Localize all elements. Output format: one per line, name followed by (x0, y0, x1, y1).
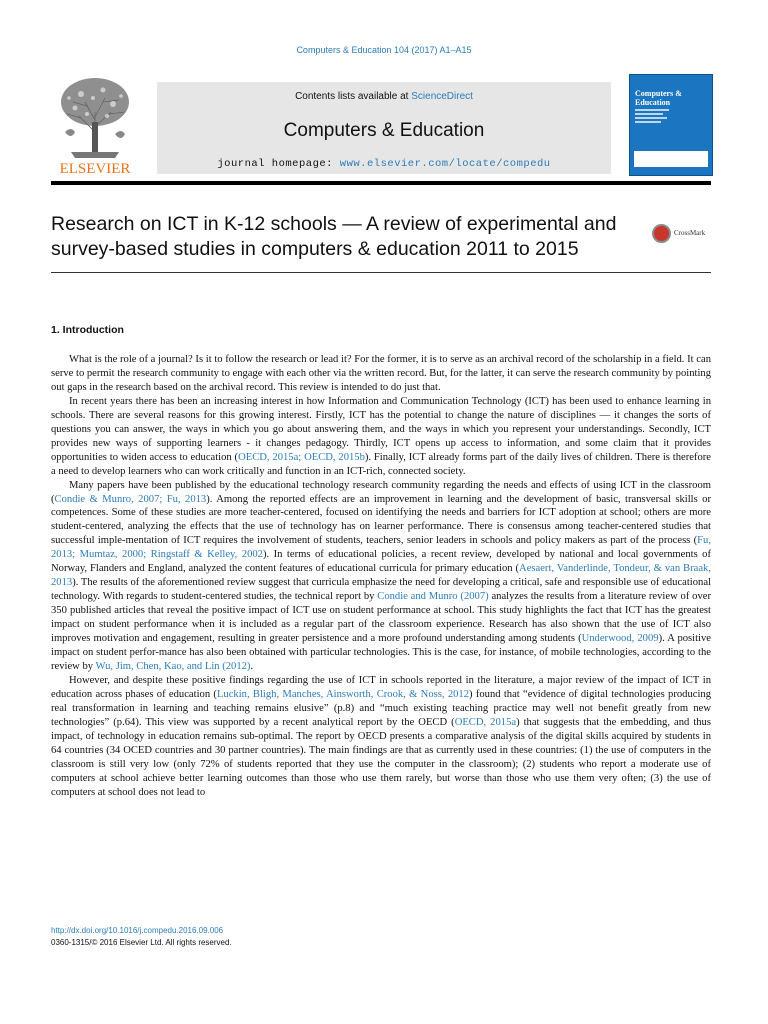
paragraph-text: ) found that “evidence of digital technologies producing real transformation in learning and teaching remains elusive” (p.8) and “much existing teaching practice may well not benefit greatly from new technologies” (p.64). This view was supported by a recent analytical report by the OECD ( (51, 688, 711, 728)
paragraph-text: . (250, 660, 254, 672)
contents-prefix: Contents lists available at (295, 91, 412, 102)
paragraph-text: In recent years there has been an increasing interest in how Information and Communication Technology (ICT) has been used to enhance learning in schools. There are several reasons for this growing interest. Firstly, ICT has the potential to change the nature of disciplines — it changes the sorts of questions you can answer, the ways in which you go about answering them, and the ways in which you represent your understandings. Secondly, ICT provides new ways of supporting learners - it changes pedagogy. Thirdly, ICT opens up access to information, and some claim that it provides opportunities to widen access to education ( (51, 395, 711, 463)
paragraph-text: ). Finally, ICT already forms part of the daily lives of children. There is therefore a need to develop learners who can work critically and function in an ICT-rich, connected society. (51, 451, 711, 477)
citation-link[interactable]: Condie and Munro (2007) (377, 591, 489, 603)
paragraph-text: Many papers have been published by the educational technology research community regarding the needs and effects of using ICT in the classroom ( (51, 479, 711, 505)
homepage-line (157, 158, 611, 170)
footer (51, 925, 232, 949)
crossmark-icon (652, 224, 671, 243)
journal-header (51, 72, 711, 182)
title-rule (51, 272, 711, 273)
journal-title: Computers & Education (283, 120, 485, 141)
article-title: Research on ICT in K-12 schools — A review of experimental and survey-based studies in computers & education 2011 to 2015 (51, 213, 617, 260)
paragraph-text: ). The results of the aforementioned review suggest that curricula emphasize the need for developing a critical, safe and responsible use of educational technology. With regards to student-centered studies, the technical report by (51, 577, 711, 603)
paragraph (51, 353, 711, 395)
homepage-prefix: journal homepage: (217, 158, 340, 170)
citation-link[interactable]: OECD, 2015a; OECD, 2015b (238, 451, 365, 463)
paragraph-text: ). A positive impact on student perfor-mance has also been obtained with particular technologies. This is the case, for instance, of mobile technologies, according to the review by (51, 633, 712, 672)
journal-banner (157, 82, 611, 174)
paragraph (51, 674, 711, 800)
journal-reference[interactable]: Computers & Education 104 (2017) A1–A15 (296, 45, 472, 55)
elsevier-logo (51, 72, 139, 176)
citation-link[interactable]: Fu, 2013; Mumtaz, 2000; Ringstaff & Kelley, 2002 (51, 535, 711, 561)
citation-link[interactable]: Wu, Jim, Chen, Kao, and Lin (2012) (95, 660, 251, 672)
copyright-notice: 0360-1315/© 2016 Elsevier Ltd. All rights reserved. (51, 938, 232, 947)
paragraph-text: However, and despite these positive findings regarding the use of ICT in schools reported in the literature, a major review of the impact of ICT in education across phases of education ( (51, 674, 711, 700)
elsevier-wordmark: ELSEVIER (59, 161, 131, 176)
journal-cover-image[interactable] (629, 74, 713, 176)
citation-link[interactable]: Condie & Munro, 2007; Fu, 2013 (54, 493, 207, 505)
citation-link[interactable]: Underwood, 2009 (581, 633, 659, 645)
doi-link[interactable]: http://dx.doi.org/10.1016/j.compedu.2016.09.006 (51, 926, 224, 935)
header-rule (51, 181, 711, 185)
citation-link[interactable]: OECD, 2015a (454, 716, 517, 728)
cover-decoration (635, 109, 669, 123)
paragraph-text: ). Among the reported effects are an improvement in learning and the development of basic, transversal skills or competences. Some of these studies are more teacher-centered, focused on identifying the needs and barriers for ICT adoption at school; others are more student-centered, analyzing the effects that the use of technology has on learner performance. There is consensus among teacher-centered studies that successful imple-mentation of ICT requires the involvement of students, teachers, senior leaders in schools and policy makers as part of the process ( (51, 493, 711, 547)
section-heading: 1. Introduction (51, 324, 124, 336)
paragraph-text: ). In terms of educational policies, a recent review, developed by national and local governments of Norway, Flanders and England, analyzed the content features of educational curricula for primary education ( (51, 549, 711, 575)
homepage-link[interactable]: www.elsevier.com/locate/compedu (339, 158, 551, 170)
crossmark-button[interactable] (652, 222, 714, 244)
contents-line (157, 91, 611, 102)
paragraph (51, 395, 711, 479)
citation-link[interactable]: Luckin, Bligh, Manches, Ainsworth, Crook, & Noss, 2012 (216, 688, 470, 700)
cover-footer-bar (634, 151, 708, 167)
body-text (51, 353, 711, 800)
paragraph-text: analyzes the results from a literature review of over 350 published articles that reveal the positive impact of ICT use on student performance at school. This study highlights the fact that ICT has the greatest impact on student performance when it is included as a regular part of the classroom experience. Research has also shown that the use of ICT also improves motivation and engagement, resulting in greater persistence and a more profound understanding among students ( (51, 591, 711, 645)
sciencedirect-link[interactable]: ScienceDirect (411, 91, 473, 102)
cover-title: Computers & Education (635, 89, 682, 107)
paragraph-text: ) that suggests that the embedding, and thus impact, of technology in education remains sub-optimal. The report by OECD presents a comparative analysis of the digital skills acquired by students in 64 countries (34 OCED countries and 30 partner countries). The main findings are that as currently used in these countries: (1) the use of computers in the classroom is still very low (only 72% of students reported that they use the computer in the classroom); (2) students who report a moderate use of computers at school achieve better learning outcomes than those who use them rarely, but worse than those who use them very often; (3) the use of computers at school does not lead to (51, 716, 711, 798)
paragraph (51, 479, 711, 674)
citation-link[interactable]: Aesaert, Vanderlinde, Tondeur, & van Braak, 2013 (51, 563, 712, 589)
paragraph-text: What is the role of a journal? Is it to follow the research or lead it? For the former, it is to serve as an archival record of the scholarship in a field. It can serve to permit the research community to engage with each other via the written record. But, for the latter, it can serve the research community by pointing out gaps in the research based on the archival record. This review is intended to do just that. (51, 354, 711, 393)
crossmark-label: CrossMark (674, 229, 706, 237)
